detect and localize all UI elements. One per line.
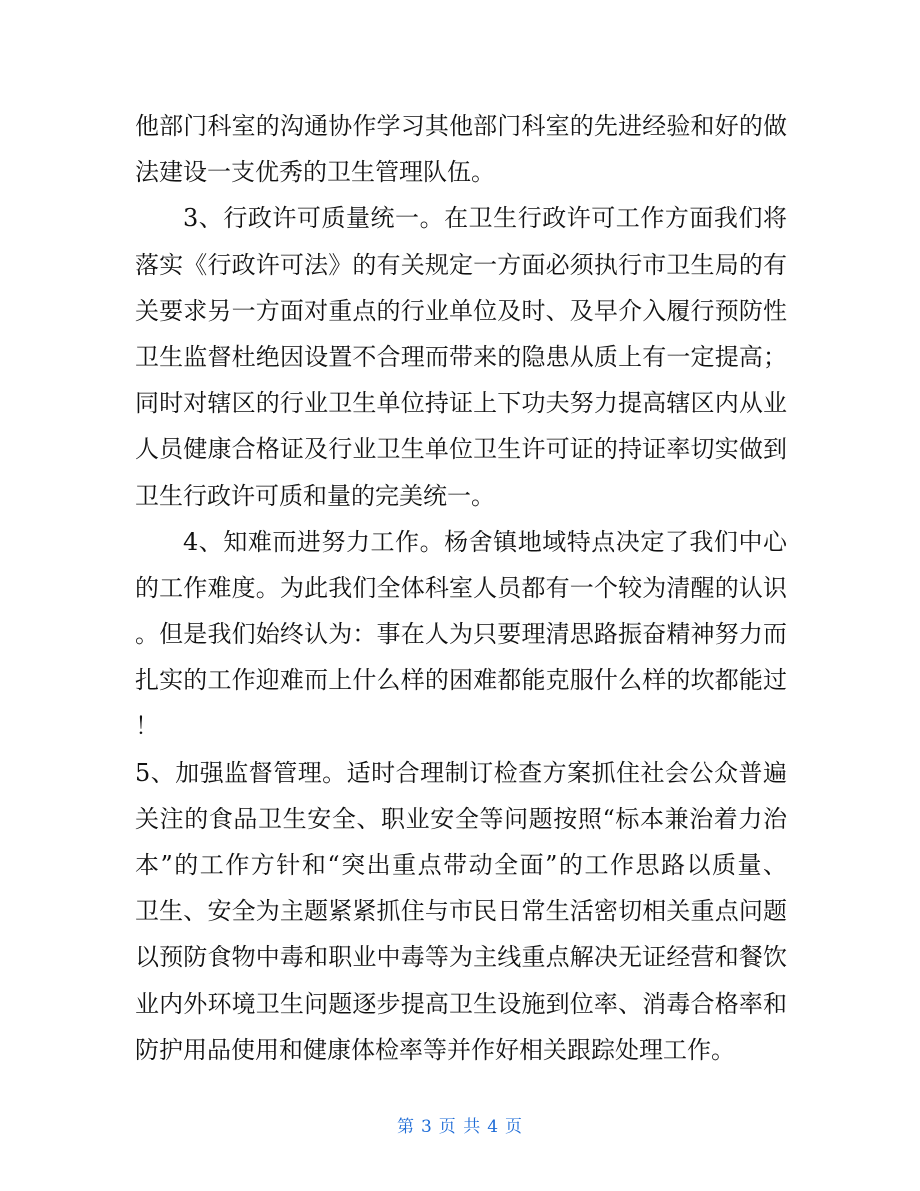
document-body [135, 103, 787, 1073]
paragraph-line: 关注的食品卫生安全、职业安全等问题按照“标本兼治着力治 [135, 804, 787, 833]
paragraph-line: 卫生监督杜绝因设置不合理而带来的隐患从质上有一定提高； [135, 342, 787, 371]
paragraph-line: 卫生、安全为主题紧紧抓住与市民日常生活密切相关重点问题 [135, 897, 787, 926]
paragraph-line: 业内外环境卫生问题逐步提高卫生设施到位率、消毒合格率和 [135, 989, 787, 1018]
paragraph-line: 防护用品使用和健康体检率等并作好相关跟踪处理工作。 [135, 1035, 735, 1064]
page-footer [0, 1112, 920, 1137]
paragraph-line: 他部门科室的沟通协作学习其他部门科室的先进经验和好的做 [135, 112, 787, 140]
paragraph-line: 关要求另一方面对重点的行业单位及时、及早介入履行预防性 [135, 296, 787, 325]
footer-suffix: 页 [505, 1117, 524, 1137]
footer-prefix: 第 [396, 1117, 415, 1137]
paragraph-line: 卫生行政许可质和量的完美统一。 [135, 481, 495, 510]
paragraph-line: 4、知难而进努力工作。杨舍镇地域特点决定了我们中心 [183, 527, 787, 556]
paragraph-line: 。但是我们始终认为：事在人为只要理清思路振奋精神努力而 [135, 620, 787, 649]
paragraph-line: 人员健康合格证及行业卫生单位卫生许可证的持证率切实做到 [135, 435, 787, 464]
paragraph-line: 以预防食物中毒和职业中毒等为主线重点解决无证经营和餐饮 [135, 943, 787, 972]
paragraph-line: 5、加强监督管理。适时合理制订检查方案抓住社会公众普遍 [135, 758, 787, 787]
paragraph-line: 法建设一支优秀的卫生管理队伍。 [135, 158, 495, 187]
footer-middle: 页 共 [438, 1117, 482, 1137]
total-page-count: 4 [487, 1117, 500, 1137]
paragraph-line: ！ [135, 712, 159, 741]
paragraph-line: 落实《行政许可法》的有关规定一方面必须执行市卫生局的有 [135, 250, 787, 279]
paragraph-line: 本”的工作方针和“突出重点带动全面”的工作思路以质量、 [135, 851, 787, 879]
paragraph-line: 扎实的工作迎难而上什么样的困难都能克服什么样的坎都能过 [135, 666, 787, 695]
paragraph-line: 同时对辖区的行业卫生单位持证上下功夫努力提高辖区内从业 [135, 389, 787, 418]
paragraph-line: 3、行政许可质量统一。在卫生行政许可工作方面我们将 [183, 204, 787, 233]
current-page-number: 3 [420, 1117, 433, 1137]
paragraph-line: 的工作难度。为此我们全体科室人员都有一个较为清醒的认识 [135, 573, 787, 602]
